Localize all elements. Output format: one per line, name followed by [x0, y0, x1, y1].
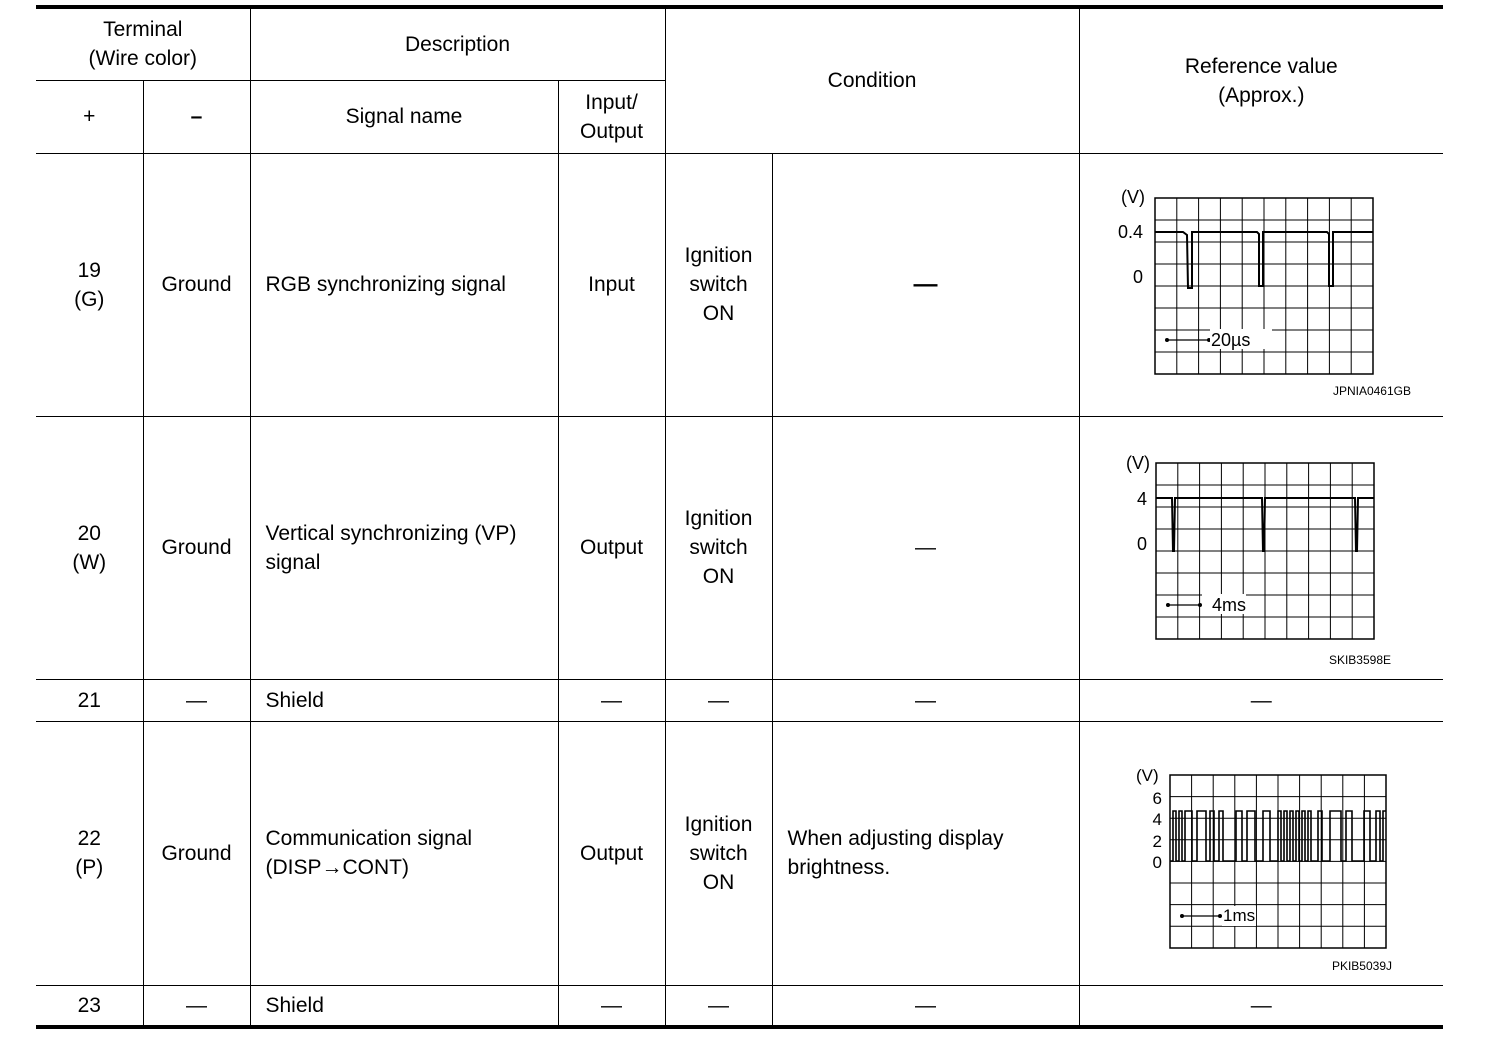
- header-minus: –: [143, 80, 250, 153]
- table-row: [36, 721, 1443, 985]
- terminal-cell: [36, 416, 143, 679]
- io-cell: Output: [558, 721, 665, 985]
- waveform-y-label: 2: [1152, 832, 1163, 851]
- condition-line: switch: [689, 841, 748, 865]
- waveform-y-label: 6: [1152, 789, 1163, 808]
- condition-detail-line: When adjusting display: [787, 827, 1004, 850]
- header-terminal-label: Terminal: [103, 18, 183, 42]
- condition-line: Ignition: [684, 812, 753, 836]
- condition-line: Ignition: [684, 507, 753, 530]
- header-condition: Condition: [665, 7, 1079, 153]
- condition-line: ON: [702, 302, 735, 325]
- condition-line: ON: [702, 565, 735, 588]
- signal-name-cell: [250, 416, 558, 679]
- wire-color: (G): [74, 287, 105, 311]
- condition-cell: [665, 153, 772, 416]
- header-signal-name: Signal name: [250, 80, 558, 153]
- reference-waveform-cell: [1079, 721, 1443, 985]
- minus-cell: —: [143, 679, 250, 721]
- io-cell: —: [558, 985, 665, 1027]
- header-output-label: Output: [579, 119, 644, 143]
- condition-cell: —: [665, 679, 772, 721]
- condition-detail-cell: —: [772, 153, 1079, 416]
- minus-cell: Ground: [143, 153, 250, 416]
- waveform-communication: [1081, 723, 1441, 983]
- reference-waveform-cell: [1079, 153, 1443, 416]
- condition-detail-cell: [772, 721, 1079, 985]
- figure-code: JPNIA0461GB: [1333, 383, 1412, 398]
- waveform-time-label: 20µs: [1211, 329, 1251, 350]
- condition-detail-line: brightness.: [787, 856, 891, 879]
- reference-value-cell: —: [1079, 985, 1443, 1027]
- waveform-vertical-sync: [1081, 418, 1441, 678]
- signal-name-cell: Shield: [250, 985, 558, 1027]
- table-row: [36, 153, 1443, 416]
- io-cell: Output: [558, 416, 665, 679]
- header-input-output: [558, 80, 665, 153]
- signal-line: (DISP→CONT): [265, 856, 409, 879]
- figure-code: PKIB5039J: [1332, 959, 1393, 973]
- minus-cell: Ground: [143, 416, 250, 679]
- condition-line: Ignition: [684, 244, 753, 267]
- terminal-number: 20: [77, 521, 101, 545]
- waveform-unit-label: (V): [1136, 766, 1159, 785]
- terminal-reference-table: [36, 5, 1443, 1029]
- condition-line: switch: [689, 273, 748, 296]
- reference-waveform-cell: [1079, 416, 1443, 679]
- condition-detail-cell: —: [772, 985, 1079, 1027]
- minus-cell: —: [143, 985, 250, 1027]
- signal-name-cell: RGB synchronizing signal: [250, 153, 558, 416]
- table-row: [36, 985, 1443, 1027]
- header-approx-label: (Approx.): [1218, 83, 1305, 107]
- waveform-y-label: 0.4: [1118, 221, 1144, 242]
- condition-cell: [665, 721, 772, 985]
- signal-line: Vertical synchronizing (VP): [265, 521, 517, 545]
- header-description: Description: [250, 7, 665, 80]
- signal-name-cell: Shield: [250, 679, 558, 721]
- wire-color: (P): [75, 856, 104, 879]
- waveform-time-label: 4ms: [1212, 594, 1247, 615]
- figure-code: SKIB3598E: [1329, 652, 1392, 667]
- header-plus: +: [36, 80, 143, 153]
- waveform-y-label: 0: [1152, 853, 1163, 872]
- terminal-cell: [36, 153, 143, 416]
- condition-cell: —: [665, 985, 772, 1027]
- terminal-cell: 21: [36, 679, 143, 721]
- waveform-y-label: 0: [1137, 533, 1148, 554]
- io-cell: Input: [558, 153, 665, 416]
- io-cell: —: [558, 679, 665, 721]
- waveform-unit-label: (V): [1126, 452, 1151, 473]
- condition-detail-cell: —: [772, 416, 1079, 679]
- header-reference-value: [1079, 7, 1443, 153]
- condition-detail-cell: —: [772, 679, 1079, 721]
- wire-color: (W): [72, 550, 107, 574]
- signal-name-cell: [250, 721, 558, 985]
- condition-line: switch: [689, 536, 748, 559]
- table-row: [36, 679, 1443, 721]
- condition-line: ON: [702, 870, 735, 894]
- header-input-label: Input/: [585, 90, 638, 114]
- waveform-y-label: 0: [1133, 266, 1144, 287]
- reference-value-cell: —: [1079, 679, 1443, 721]
- waveform-y-label: 4: [1137, 488, 1148, 509]
- header-wire-color-label: (Wire color): [88, 47, 197, 71]
- signal-line: Communication signal: [265, 827, 473, 850]
- waveform-rgb-sync: [1081, 155, 1441, 415]
- terminal-number: 19: [77, 258, 101, 282]
- waveform-unit-label: (V): [1121, 186, 1146, 207]
- signal-line: signal: [265, 550, 321, 574]
- waveform-time-label: 1ms: [1223, 906, 1256, 925]
- waveform-y-label: 4: [1152, 810, 1163, 829]
- table-row: [36, 416, 1443, 679]
- minus-cell: Ground: [143, 721, 250, 985]
- header-terminal: [36, 7, 250, 80]
- terminal-cell: [36, 721, 143, 985]
- terminal-number: 22: [77, 827, 101, 850]
- terminal-cell: 23: [36, 985, 143, 1027]
- condition-cell: [665, 416, 772, 679]
- header-reference-label: Reference value: [1184, 54, 1338, 78]
